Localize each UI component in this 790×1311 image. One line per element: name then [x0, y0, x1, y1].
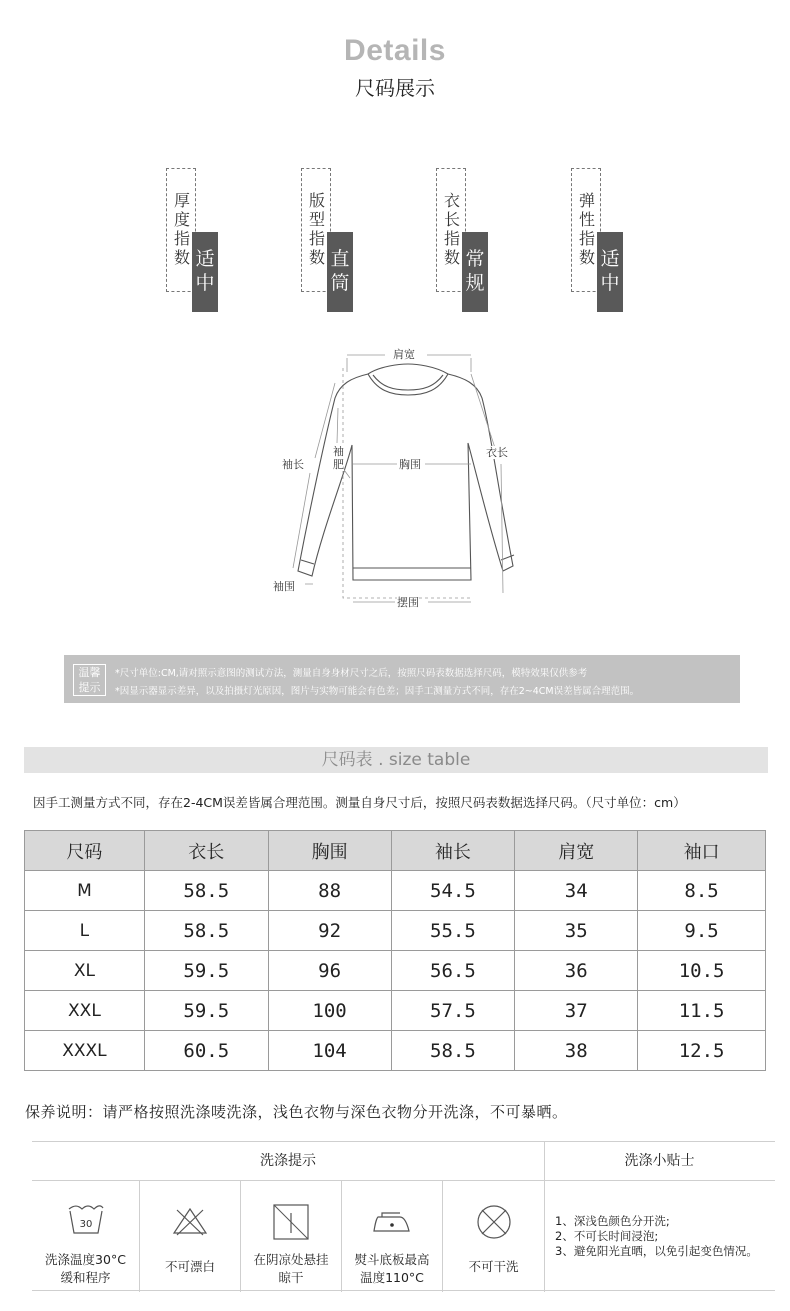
index-label-box: 厚 度 指 数 [166, 168, 196, 292]
header-sleeve: 袖长 [391, 831, 515, 871]
washing-panel [32, 1141, 775, 1291]
index-fit [301, 168, 441, 313]
header-length: 衣长 [144, 831, 268, 871]
size-table [24, 830, 766, 1071]
table-row: XXL 59.5 100 57.5 37 11.5 [25, 991, 766, 1031]
header-shoulder: 肩宽 [515, 831, 638, 871]
list-item: 2、不可长时间浸泡; [555, 1229, 659, 1243]
header-chest: 胸围 [268, 831, 391, 871]
size-table-title: 尺码表 . size table [24, 747, 768, 773]
table-row: M 58.5 88 54.5 34 8.5 [25, 871, 766, 911]
label-shoulder: 肩宽 [393, 348, 415, 361]
tips-banner [64, 655, 740, 703]
header-cuff: 袖口 [638, 831, 766, 871]
divider [544, 1142, 545, 1292]
label-sleeve-length: 袖长 [282, 458, 304, 471]
table-row: XXXL 60.5 104 58.5 38 12.5 [25, 1031, 766, 1071]
tips-line-2: *因显示器显示差异，以及拍摄灯光原因，图片与实物可能会有色差；因手工测量方式不同，存在2~4CM误差皆属合理范围。 [115, 686, 640, 697]
index-length [436, 168, 576, 313]
wash-item-no-dry-clean: 不可干洗 [443, 1181, 544, 1292]
table-header-row [25, 831, 766, 871]
index-label-box: 衣 长 指 数 [436, 168, 466, 292]
wash-item-shade-dry: 在阴凉处悬挂 晾干 [241, 1181, 342, 1292]
wash-temp: 30 [79, 1219, 92, 1230]
index-elasticity [571, 168, 711, 313]
wash-item-iron: 熨斗底板最高 温度110°C [342, 1181, 443, 1292]
index-value: 常 规 [462, 232, 488, 312]
no-dry-clean-icon [474, 1203, 514, 1241]
index-value: 适 中 [597, 232, 623, 312]
garment-diagram [265, 338, 545, 618]
index-label-box: 版 型 指 数 [301, 168, 331, 292]
index-thickness [166, 168, 306, 313]
index-value: 适 中 [192, 232, 218, 312]
table-row: L 58.5 92 55.5 35 9.5 [25, 911, 766, 951]
header-size: 尺码 [25, 831, 145, 871]
washing-tips-list [555, 1214, 758, 1259]
iron-icon [370, 1203, 414, 1237]
table-row: XL 59.5 96 56.5 36 10.5 [25, 951, 766, 991]
size-table-note: 因手工测量方式不同，存在2-4CM误差皆属合理范围。测量自身尺寸后，按照尺码表数据选择尺码。（尺寸单位：cm） [33, 795, 686, 810]
tips-tag: 温馨 提示 [73, 664, 106, 696]
care-note: 保养说明：请严格按照洗涤唛洗涤，浅色衣物与深色衣物分开洗涤，不可暴晒。 [25, 1103, 568, 1121]
wash-item-30: 30 洗涤温度30°C 缓和程序 [32, 1181, 140, 1292]
index-label-box: 弹 性 指 数 [571, 168, 601, 292]
wash-30-icon [66, 1203, 106, 1237]
list-item: 3、避免阳光直晒，以免引起变色情况。 [555, 1244, 758, 1258]
label-chest: 胸围 [399, 458, 421, 471]
label-length: 衣长 [486, 446, 508, 459]
sweater-outline-icon [265, 338, 545, 618]
washing-title: 洗涤提示 [260, 1153, 316, 1169]
index-value: 直 筒 [327, 232, 353, 312]
tips-line-1: *尺寸单位:CM,请对照示意图的测试方法，测量自身身材尺寸之后，按照尺码表数据选择尺码，模特效果仅供参考 [115, 668, 588, 679]
no-bleach-icon [170, 1203, 210, 1237]
size-display-title: 尺码展示 [355, 76, 435, 100]
shade-dry-icon [271, 1203, 311, 1241]
details-title: Details [344, 34, 446, 67]
list-item: 1、深浅色颜色分开洗; [555, 1214, 670, 1228]
wash-item-no-bleach: 不可漂白 [140, 1181, 241, 1292]
label-cuff: 袖围 [273, 580, 295, 593]
label-sleeve-width-2: 肥 [333, 458, 344, 471]
label-hem: 摆围 [397, 596, 419, 609]
label-sleeve-width-1: 袖 [333, 445, 344, 458]
washing-tips-title: 洗涤小贴士 [624, 1153, 695, 1169]
